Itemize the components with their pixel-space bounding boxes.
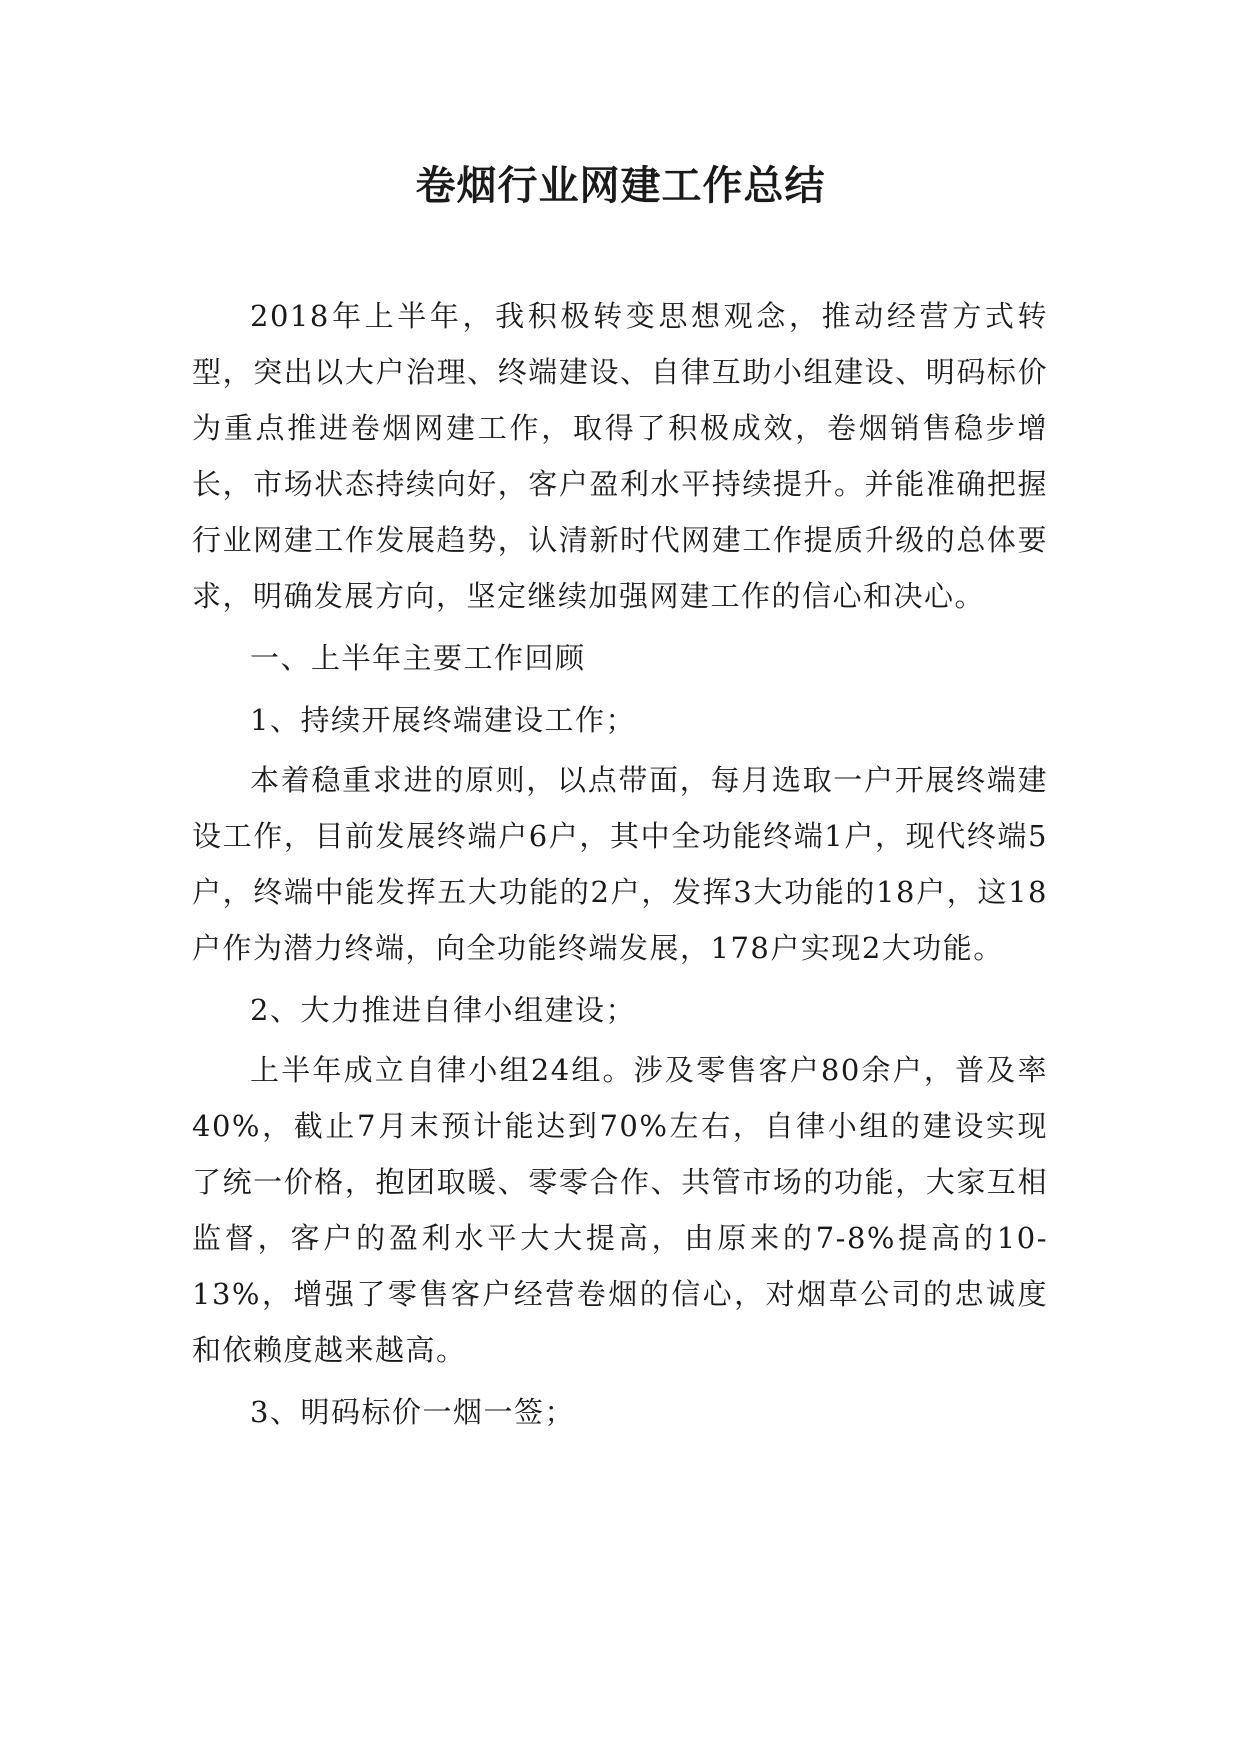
paragraph-self-discipline-groups: 上半年成立自律小组24组。涉及零售客户80余户，普及率40%，截止7月末预计能达到70%左右，自律小组的建设实现了统一价格，抱团取暖、零零合作、共管市场的功能，大家互相监督，客户的盈利水平大大提高，由原来的7-8%提高的10-13%，增强了零售客户经营卷烟的信心，对烟草公司的忠诚度和依赖度越来越高。 xyxy=(192,1053,1048,1367)
document-body xyxy=(192,288,1048,1440)
subheading-terminal-construction: 1、持续开展终端建设工作； xyxy=(250,703,636,737)
subheading-self-discipline-groups: 2、大力推进自律小组建设； xyxy=(250,993,636,1027)
section-heading-review: 一、上半年主要工作回顾 xyxy=(250,641,586,675)
subheading-price-labeling: 3、明码标价一烟一签； xyxy=(250,1395,575,1429)
intro-paragraph: 2018年上半年，我积极转变思想观念，推动经营方式转型，突出以大户治理、终端建设、自律互助小组建设、明码标价为重点推进卷烟网建工作，取得了积极成效，卷烟销售稳步增长，市场状态持续向好，客户盈利水平持续提升。并能准确把握行业网建工作发展趋势，认清新时代网建工作提质升级的总体要求，明确发展方向，坚定继续加强网建工作的信心和决心。 xyxy=(192,299,1048,613)
paragraph-terminal-construction: 本着稳重求进的原则，以点带面，每月选取一户开展终端建设工作，目前发展终端户6户，其中全功能终端1户，现代终端5户，终端中能发挥五大功能的2户，发挥3大功能的18户，这18户作为潜力终端，向全功能终端发展，178户实现2大功能。 xyxy=(192,763,1048,965)
document-title: 卷烟行业网建工作总结 xyxy=(415,163,826,209)
